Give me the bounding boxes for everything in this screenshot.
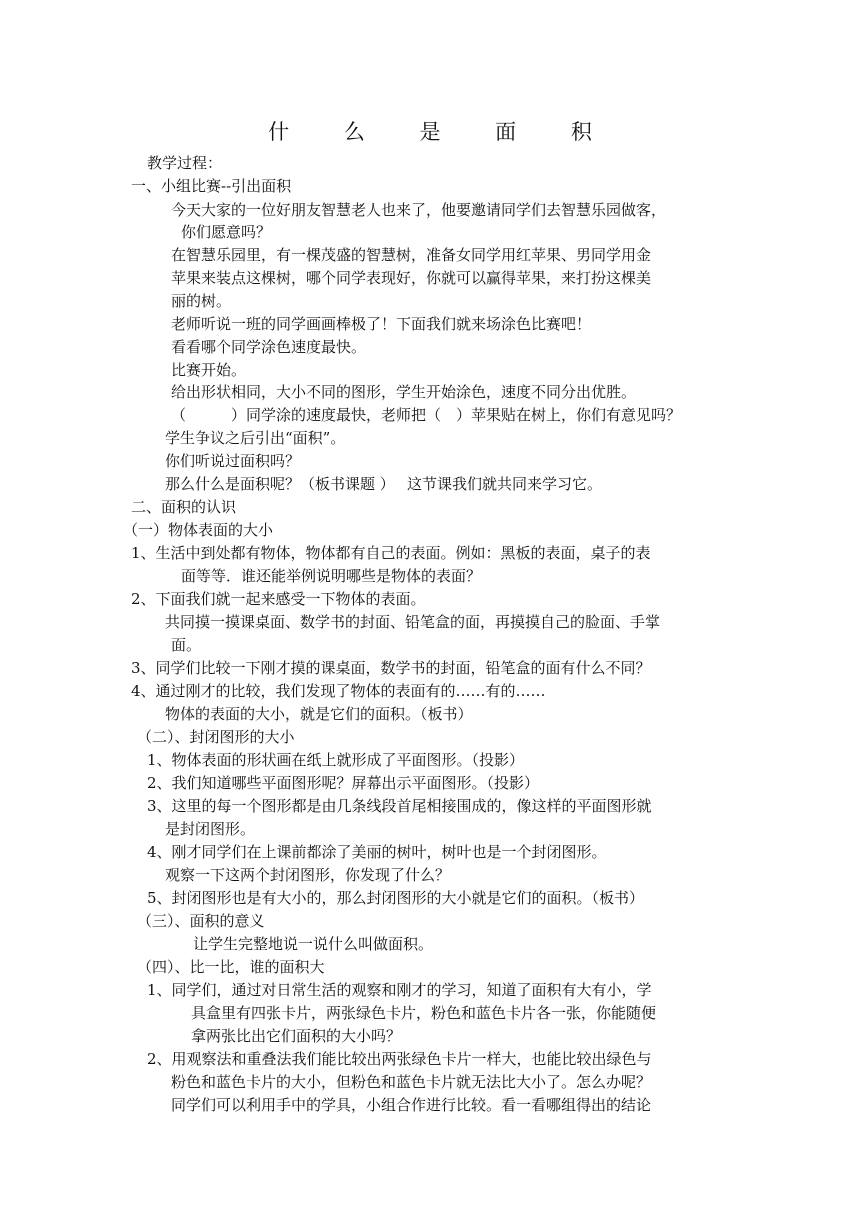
text-line: 你们听说过面积吗？	[165, 452, 301, 470]
text-line: 教学过程：	[147, 154, 223, 172]
subsection-heading: （一）物体表面的大小	[123, 521, 274, 539]
text-line: 那么什么是面积呢？（板书课题 ） 这节课我们就共同来学习它。	[165, 475, 603, 493]
text-line: 3、同学们比较一下刚才摸的课桌面，数学书的封面，铅笔盒的面有什么不同？	[131, 659, 651, 677]
text-line: 同学们可以利用手中的学具，小组合作进行比较。看一看哪组得出的结论	[171, 1096, 652, 1114]
text-line: 面等等．谁还能举例说明哪些是物体的表面？	[181, 567, 482, 585]
text-line: 在智慧乐园里，有一棵茂盛的智慧树，准备女同学用红苹果、男同学用金	[171, 246, 652, 264]
text-line: 1、同学们，通过对日常生活的观察和刚才的学习，知道了面积有大有小，学	[147, 981, 652, 999]
text-line: 2、我们知道哪些平面图形呢？屏幕出示平面图形。（投影）	[147, 774, 540, 792]
section-heading: 一、小组比赛--引出面积	[131, 177, 292, 195]
text-line: 丽的树。	[171, 292, 232, 310]
text-line: 具盒里有四张卡片，两张绿色卡片，粉色和蓝色卡片各一张，你能随便	[191, 1004, 657, 1022]
section-heading: 二、面积的认识	[131, 498, 237, 516]
text-line: 是封闭图形。	[165, 820, 256, 838]
text-line: 比赛开始。	[171, 361, 247, 379]
text-line: 共同摸一摸课桌面、数学书的封面、铅笔盒的面，再摸摸自己的脸面、手掌	[165, 613, 661, 631]
text-line: 你们愿意吗？	[181, 223, 272, 241]
subsection-heading: （三）、面积的意义	[137, 912, 265, 930]
text-line: 2、下面我们就一起来感受一下物体的表面。	[131, 590, 426, 608]
subsection-heading: （二）、封闭图形的大小	[137, 728, 295, 746]
text-line: 2、用观察法和重叠法我们能比较出两张绿色卡片一样大，也能比较出绿色与	[147, 1050, 652, 1068]
text-line: 5、封闭图形也是有大小的，那么封闭图形的大小就是它们的面积。（板书）	[147, 889, 645, 907]
text-line: 老师听说一班的同学画画棒极了！下面我们就来场涂色比赛吧！	[171, 315, 592, 333]
text-line: 4、刚才同学们在上课前都涂了美丽的树叶，树叶也是一个封闭图形。	[147, 843, 607, 861]
text-line: 学生争议之后引出“面积”。	[165, 429, 346, 447]
text-line: 4、通过刚才的比较，我们发现了物体的表面有的……有的……	[131, 682, 546, 700]
text-line: 物体的表面的大小，就是它们的面积。（板书）	[165, 705, 473, 723]
text-line: 面。	[171, 636, 202, 654]
text-line: （ ）同学涂的速度最快，老师把（ ）苹果贴在树上，你们有意见吗？	[171, 406, 682, 424]
text-line: 1、生活中到处都有物体，物体都有自己的表面。例如：黑板的表面，桌子的表	[131, 544, 651, 562]
text-line: 观察一下这两个封闭图形，你发现了什么？	[165, 866, 451, 884]
page-title: 什 么 是 面 积	[268, 120, 616, 144]
text-line: 给出形状相同，大小不同的图形，学生开始涂色，速度不同分出优胜。	[171, 383, 637, 401]
text-line: 1、物体表面的形状画在纸上就形成了平面图形。（投影）	[147, 751, 525, 769]
text-line: 看看哪个同学涂色速度最快。	[171, 338, 367, 356]
text-line: 粉色和蓝色卡片的大小，但粉色和蓝色卡片就无法比大小了。怎么办呢？	[171, 1073, 652, 1091]
subsection-heading: （四）、比一比，谁的面积大	[137, 958, 325, 976]
text-line: 拿两张比出它们面积的大小吗？	[191, 1027, 402, 1045]
text-line: 今天大家的一位好朋友智慧老人也来了，他要邀请同学们去智慧乐园做客，	[171, 201, 667, 219]
text-line: 苹果来装点这棵树，哪个同学表现好，你就可以赢得苹果，来打扮这棵美	[171, 269, 652, 287]
text-line: 让学生完整地说一说什么叫做面积。	[193, 935, 434, 953]
text-line: 3、这里的每一个图形都是由几条线段首尾相接围成的，像这样的平面图形就	[147, 797, 652, 815]
